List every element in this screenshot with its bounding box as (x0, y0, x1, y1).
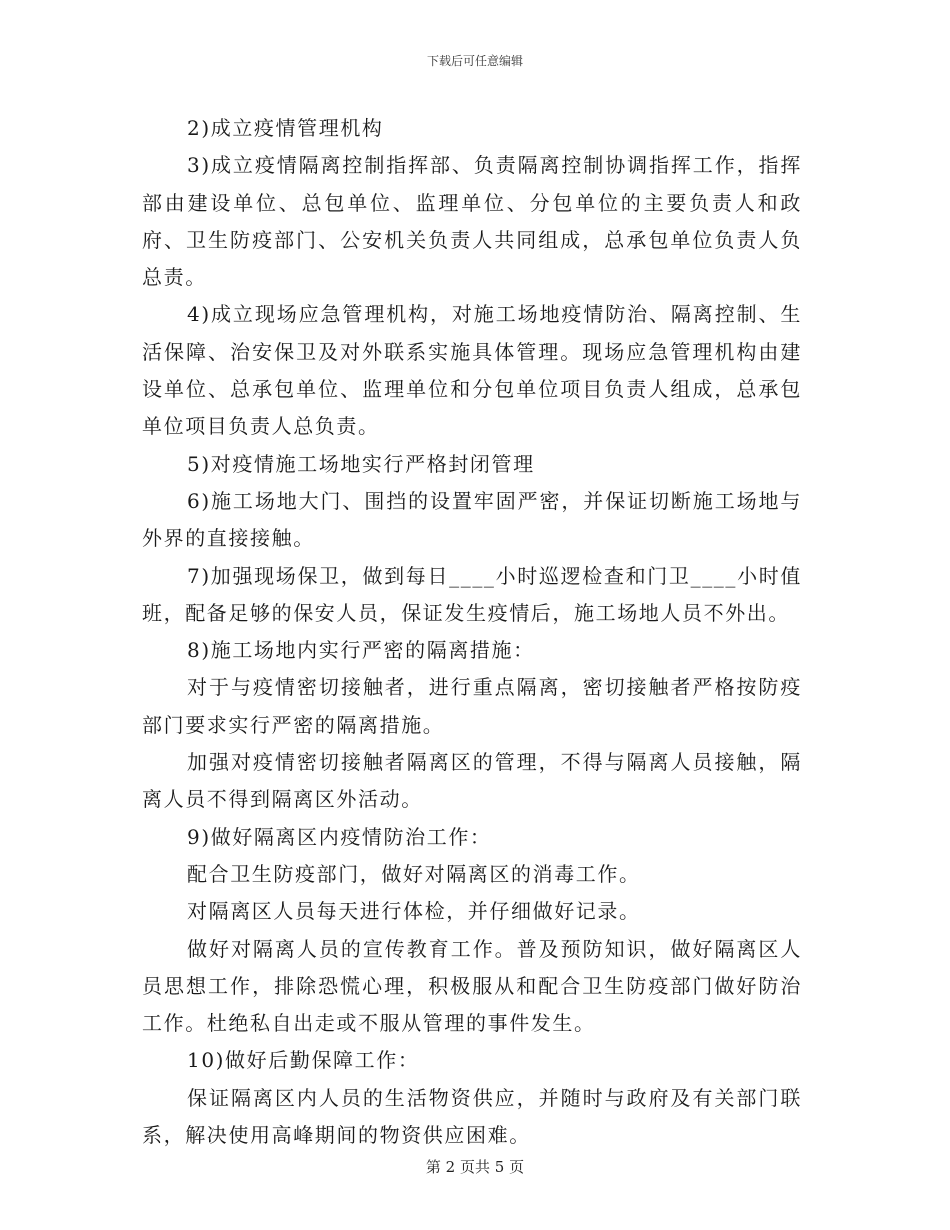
paragraph-8-b: 加强对疫情密切接触者隔离区的管理，不得与隔离人员接触，隔离人员不得到隔离区外活动。 (142, 750, 802, 812)
paragraph-2: 2)成立疫情管理机构 (187, 116, 384, 140)
page-header: 下载后可任意编辑 (426, 54, 523, 68)
paragraph-7: 7)加强现场保卫，做到每日____小时巡逻检查和门卫____小时值班，配备足够的保安人员，保证发生疫情后，施工场地人员不外出。 (142, 563, 802, 625)
paragraph-9-b: 对隔离区人员每天进行体检，并仔细做好记录。 (187, 899, 641, 924)
paragraph-5: 5)对疫情施工场地实行严格封闭管理 (187, 451, 535, 476)
paragraph-10: 10)做好后勤保障工作： (187, 1048, 420, 1073)
paragraph-6: 6)施工场地大门、围挡的设置牢固严密，并保证切断施工场地与外界的直接接触。 (142, 488, 802, 551)
paragraph-4: 4)成立现场应急管理机构，对施工场地疫情防治、隔离控制、生活保障、治安保卫及对外联系实施具体管理。现场应急管理机构由建设单位、总承包单位、监理单位和分包单位项目负责人组成，总承包单位项目负责人总负责。 (142, 302, 802, 439)
paragraph-9-c: 做好对隔离人员的宣传教育工作。普及预防知识，做好隔离区人员思想工作，排除恐慌心理，积极服从和配合卫生防疫部门做好防治工作。杜绝私自出走或不服从管理的事件发生。 (142, 936, 802, 1036)
paragraph-9-a: 配合卫生防疫部门，做好对隔离区的消毒工作。 (187, 861, 641, 886)
page-footer: 第 2 页共 5 页 (425, 1158, 525, 1176)
paragraph-8-a: 对于与疫情密切接触者，进行重点隔离，密切接触者严格按防疫部门要求实行严密的隔离措施。 (142, 675, 802, 737)
document-body (142, 110, 802, 1154)
paragraph-3: 3)成立疫情隔离控制指挥部、负责隔离控制协调指挥工作，指挥部由建设单位、总包单位、监理单位、分包单位的主要负责人和政府、卫生防疫部门、公安机关负责人共同组成，总承包单位负责人负总责。 (142, 153, 802, 290)
paragraph-10-a: 保证隔离区内人员的生活物资供应，并随时与政府及有关部门联系，解决使用高峰期间的物资供应困难。 (142, 1085, 802, 1148)
paragraph-9: 9)做好隔离区内疫情防治工作： (187, 824, 492, 849)
paragraph-8: 8)施工场地内实行严密的隔离措施： (187, 638, 535, 663)
